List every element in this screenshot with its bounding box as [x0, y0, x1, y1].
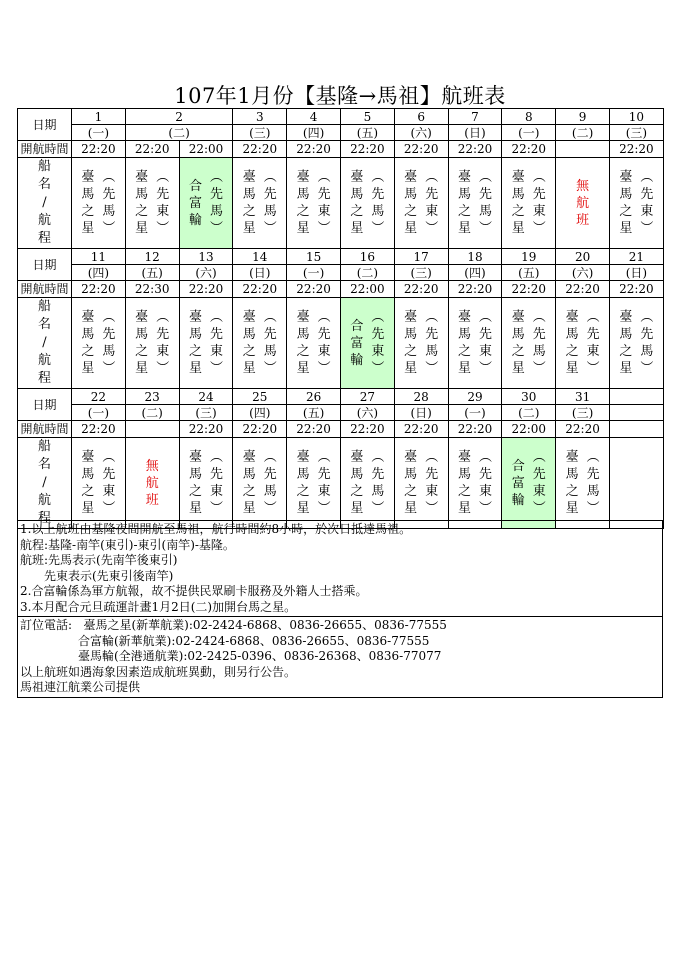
date-cell: 9: [556, 109, 610, 125]
time-cell: 22:20: [341, 141, 395, 158]
route-name: ︵ 先 馬 ︶: [586, 450, 600, 516]
ship-cell: [287, 438, 341, 529]
date-cell: 22: [72, 389, 126, 405]
ship-name: 臺 馬 之 星: [404, 450, 418, 516]
time-cell: 22:20: [502, 281, 556, 298]
time-cell: 22:20: [72, 281, 126, 298]
time-cell: 22:20: [394, 421, 448, 438]
date-cell: 4: [287, 109, 341, 125]
date-cell: 23: [125, 389, 179, 405]
contact-tmzx: 臺馬之星(新華航業):02-2424-6868、0836-26655、0836-77555: [83, 618, 447, 632]
weekday-cell: (二): [502, 405, 556, 421]
no-flight-cell: [556, 158, 610, 249]
route-name: ︵ 先 馬 ︶: [263, 310, 277, 376]
route-name: ︵ 先 東 ︶: [586, 310, 600, 376]
time-cell: 22:30: [125, 281, 179, 298]
time-cell: [609, 421, 663, 438]
route-name: ︵ 先 馬 ︶: [263, 170, 277, 236]
date-cell: 12: [125, 249, 179, 265]
time-cell: 22:20: [556, 281, 610, 298]
time-cell: [556, 141, 610, 158]
time-cell: [125, 421, 179, 438]
date-label: 日期: [18, 109, 72, 141]
weekday-cell: (日): [448, 125, 502, 141]
ship-cell: [556, 298, 610, 389]
route-name: ︵ 先 馬 ︶: [102, 310, 116, 376]
ship-name: 合 富 輪: [511, 458, 525, 508]
time-cell: 22:20: [72, 141, 126, 158]
weekday-cell: (六): [179, 265, 233, 281]
route-name: ︵ 先 東 ︶: [532, 450, 546, 516]
ship-name: 臺 馬 之 星: [81, 310, 95, 376]
date-cell: 21: [609, 249, 663, 265]
ship-cell: [72, 158, 126, 249]
notes-section: [18, 521, 662, 616]
time-label: 開航時間: [18, 281, 72, 298]
ship-cell: [233, 158, 287, 249]
date-cell: 8: [502, 109, 556, 125]
weekday-cell: (三): [233, 125, 287, 141]
date-cell: 17: [394, 249, 448, 265]
ship-cell: [179, 158, 233, 249]
ship-name: 臺 馬 之 星: [188, 310, 202, 376]
time-cell: 22:20: [287, 281, 341, 298]
time-cell: 22:20: [179, 281, 233, 298]
date-cell: 26: [287, 389, 341, 405]
date-cell: 15: [287, 249, 341, 265]
time-cell: 22:20: [125, 141, 179, 158]
time-cell: 22:20: [502, 141, 556, 158]
ship-cell: [72, 298, 126, 389]
ship-route-label-text: 船 名 / 航 程: [37, 299, 51, 386]
time-cell: 22:00: [179, 141, 233, 158]
route-name: ︵ 先 東 ︶: [156, 170, 170, 236]
date-cell: 14: [233, 249, 287, 265]
weekday-cell: (五): [287, 405, 341, 421]
ship-name: 臺 馬 之 星: [511, 170, 525, 236]
ship-cell: [394, 438, 448, 529]
note-3: 3.本月配合元旦疏運計畫1月2日(二)加開台馬之星。: [20, 599, 297, 614]
date-cell: 16: [341, 249, 395, 265]
time-cell: 22:20: [556, 421, 610, 438]
weekday-cell: (五): [502, 265, 556, 281]
route-name: ︵ 先 馬 ︶: [263, 450, 277, 516]
contact-section: [18, 616, 662, 697]
weekday-cell: (一): [72, 125, 126, 141]
route-name: ︵ 先 東 ︶: [156, 310, 170, 376]
ship-cell: [341, 438, 395, 529]
weekday-cell: (日): [394, 405, 448, 421]
weekday-cell: (三): [394, 265, 448, 281]
date-cell: 24: [179, 389, 233, 405]
ship-name: 合 富 輪: [350, 318, 364, 368]
ship-cell: [233, 438, 287, 529]
ship-route-label: [18, 438, 72, 529]
contact-line-1: [20, 618, 660, 634]
time-cell: 22:20: [609, 281, 663, 298]
contact-label: 訂位電話:: [20, 618, 73, 632]
date-cell: 2: [125, 109, 233, 125]
date-cell: 31: [556, 389, 610, 405]
ship-name: 臺 馬 之 星: [350, 170, 364, 236]
weekday-cell: (五): [341, 125, 395, 141]
contact-line-3: 臺馬輪(全港通航業):02-2425-0396、0836-26368、0836-77077: [78, 649, 442, 663]
time-cell: 22:20: [448, 281, 502, 298]
weekday-cell: (二): [125, 125, 233, 141]
note-flight: 航班:先馬表示(先南竿後東引): [20, 553, 178, 567]
ship-name: 臺 馬 之 星: [242, 450, 256, 516]
ship-route-label: [18, 158, 72, 249]
date-cell: 27: [341, 389, 395, 405]
route-name: ︵ 先 東 ︶: [425, 170, 439, 236]
weekday-cell: (一): [72, 405, 126, 421]
ship-cell: [341, 298, 395, 389]
route-name: ︵ 先 東 ︶: [210, 310, 224, 376]
ship-name: 臺 馬 之 星: [457, 450, 471, 516]
ship-cell: [125, 298, 179, 389]
route-name: ︵ 先 馬 ︶: [210, 170, 224, 236]
ship-name: 臺 馬 之 星: [188, 450, 202, 516]
date-cell: 3: [233, 109, 287, 125]
time-cell: 22:20: [287, 141, 341, 158]
date-cell: 7: [448, 109, 502, 125]
ship-cell: [287, 158, 341, 249]
ship-name: 臺 馬 之 星: [242, 170, 256, 236]
route-name: ︵ 先 東 ︶: [640, 170, 654, 236]
date-cell: 20: [556, 249, 610, 265]
schedule-table: [17, 108, 664, 529]
ship-cell: [72, 438, 126, 529]
route-name: ︵ 先 東 ︶: [371, 310, 385, 376]
time-cell: 22:20: [233, 141, 287, 158]
ship-cell: [287, 298, 341, 389]
time-cell: 22:20: [341, 421, 395, 438]
time-cell: 22:20: [72, 421, 126, 438]
ship-name: 臺 馬 之 星: [81, 450, 95, 516]
ship-name: 臺 馬 之 星: [457, 170, 471, 236]
weekday-cell: (五): [125, 265, 179, 281]
route-name: ︵ 先 馬 ︶: [371, 170, 385, 236]
route-name: ︵ 先 馬 ︶: [425, 310, 439, 376]
ship-name: 臺 馬 之 星: [296, 310, 310, 376]
time-cell: 22:20: [448, 141, 502, 158]
date-cell: 11: [72, 249, 126, 265]
empty-cell: [609, 438, 663, 529]
weekday-cell: (六): [556, 265, 610, 281]
route-name: ︵ 先 馬 ︶: [478, 170, 492, 236]
weekday-cell: (四): [72, 265, 126, 281]
date-cell: 29: [448, 389, 502, 405]
ship-cell: [125, 158, 179, 249]
route-name: ︵ 先 馬 ︶: [640, 310, 654, 376]
ship-name: 臺 馬 之 星: [565, 450, 579, 516]
date-cell: 30: [502, 389, 556, 405]
ship-name: 臺 馬 之 星: [296, 450, 310, 516]
notes-box: [17, 520, 663, 698]
route-name: ︵ 先 東 ︶: [425, 450, 439, 516]
weekday-cell: (四): [287, 125, 341, 141]
date-label: 日期: [18, 249, 72, 281]
ship-cell: [448, 158, 502, 249]
contact-line-2: 合富輪(新華航業):02-2424-6868、0836-26655、0836-77555: [78, 633, 430, 648]
ship-name: 臺 馬 之 星: [135, 170, 149, 236]
weekday-cell: (四): [233, 405, 287, 421]
date-cell: 25: [233, 389, 287, 405]
route-name: ︵ 先 東 ︶: [210, 450, 224, 516]
ship-name: 臺 馬 之 星: [81, 170, 95, 236]
ship-cell: [448, 298, 502, 389]
ship-name: 臺 馬 之 星: [350, 450, 364, 516]
ship-cell: [394, 158, 448, 249]
time-cell: 22:20: [394, 141, 448, 158]
ship-name: 臺 馬 之 星: [619, 170, 633, 236]
date-cell: 19: [502, 249, 556, 265]
ship-cell: [502, 438, 556, 529]
note-flight-2: 先東表示(先東引後南竿): [44, 568, 174, 583]
date-cell: 5: [341, 109, 395, 125]
weekday-cell: (六): [394, 125, 448, 141]
time-cell: 22:20: [179, 421, 233, 438]
weekday-cell: (日): [233, 265, 287, 281]
route-name: ︵ 先 馬 ︶: [371, 450, 385, 516]
date-cell: 13: [179, 249, 233, 265]
route-name: ︵ 先 東 ︶: [317, 310, 331, 376]
ship-cell: [502, 298, 556, 389]
ship-route-label-text: 船 名 / 航 程: [37, 439, 51, 526]
ship-name: 臺 馬 之 星: [457, 310, 471, 376]
weekday-cell: (二): [125, 405, 179, 421]
route-name: ︵ 先 東 ︶: [102, 450, 116, 516]
no-flight-cell: [125, 438, 179, 529]
ship-name: 臺 馬 之 星: [404, 170, 418, 236]
ship-name: 臺 馬 之 星: [565, 310, 579, 376]
weekday-cell: (三): [556, 405, 610, 421]
time-cell: 22:20: [448, 421, 502, 438]
provider-note: 馬祖連江航業公司提供: [20, 680, 141, 694]
weekday-cell: (四): [448, 265, 502, 281]
time-cell: 22:20: [233, 421, 287, 438]
date-cell: 10: [609, 109, 663, 125]
note-2: 2.合富輪係為軍方航報，故不提供民眾刷卡服務及外籍人士搭乘。: [20, 584, 368, 598]
route-name: ︵ 先 東 ︶: [478, 310, 492, 376]
time-cell: 22:20: [233, 281, 287, 298]
ship-name: 臺 馬 之 星: [296, 170, 310, 236]
weekday-cell: [609, 405, 663, 421]
page-title: 107年1月份【基隆→馬祖】航班表: [174, 84, 506, 108]
ship-route-label-text: 船 名 / 航 程: [37, 159, 51, 246]
ship-name: 臺 馬 之 星: [404, 310, 418, 376]
note-1: 1.以上航班由基隆夜間開航至馬祖，航行時間約8小時，於次日抵達馬祖。: [20, 522, 412, 536]
time-cell: 22:20: [287, 421, 341, 438]
ship-cell: [394, 298, 448, 389]
ship-cell: [609, 298, 663, 389]
weekday-cell: (三): [179, 405, 233, 421]
time-label: 開航時間: [18, 141, 72, 158]
ship-name: 臺 馬 之 星: [619, 310, 633, 376]
time-cell: 22:00: [341, 281, 395, 298]
weekday-cell: (日): [609, 265, 663, 281]
ship-name: 臺 馬 之 星: [511, 310, 525, 376]
ship-cell: [179, 438, 233, 529]
route-name: ︵ 先 東 ︶: [532, 170, 546, 236]
weekday-cell: (二): [341, 265, 395, 281]
ship-cell: [502, 158, 556, 249]
date-cell: 18: [448, 249, 502, 265]
ship-cell: [179, 298, 233, 389]
route-name: ︵ 先 東 ︶: [317, 450, 331, 516]
ship-cell: [448, 438, 502, 529]
weekday-cell: (二): [556, 125, 610, 141]
ship-route-label: [18, 298, 72, 389]
weather-note: 以上航班如遇海象因素造成航班異動，則另行公告。: [20, 664, 297, 679]
time-cell: 22:20: [609, 141, 663, 158]
date-cell: 1: [72, 109, 126, 125]
date-cell: 28: [394, 389, 448, 405]
no-flight-text: 無 航 班: [145, 458, 159, 508]
ship-name: 臺 馬 之 星: [135, 310, 149, 376]
ship-name: 合 富 輪: [188, 178, 202, 228]
ship-cell: [233, 298, 287, 389]
time-cell: 22:20: [394, 281, 448, 298]
weekday-cell: (一): [448, 405, 502, 421]
note-route: 航程:基隆-南竿(東引)-東引(南竿)-基隆。: [20, 537, 235, 552]
route-name: ︵ 先 馬 ︶: [532, 310, 546, 376]
ship-cell: [341, 158, 395, 249]
route-name: ︵ 先 東 ︶: [478, 450, 492, 516]
time-cell: 22:00: [502, 421, 556, 438]
ship-cell: [609, 158, 663, 249]
ship-cell: [556, 438, 610, 529]
weekday-cell: (六): [341, 405, 395, 421]
no-flight-text: 無 航 班: [576, 178, 590, 228]
date-cell: [609, 389, 663, 405]
date-cell: 6: [394, 109, 448, 125]
weekday-cell: (一): [287, 265, 341, 281]
ship-name: 臺 馬 之 星: [242, 310, 256, 376]
route-name: ︵ 先 馬 ︶: [102, 170, 116, 236]
weekday-cell: (三): [609, 125, 663, 141]
time-label: 開航時間: [18, 421, 72, 438]
route-name: ︵ 先 東 ︶: [317, 170, 331, 236]
date-label: 日期: [18, 389, 72, 421]
weekday-cell: (一): [502, 125, 556, 141]
